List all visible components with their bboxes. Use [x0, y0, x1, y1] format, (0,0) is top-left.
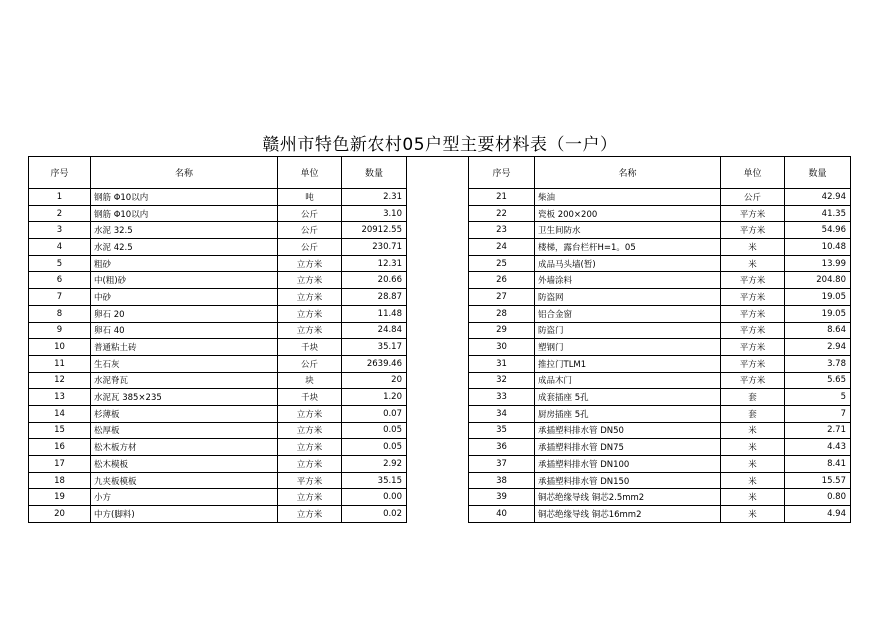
row-index: 35	[469, 422, 535, 439]
table-row	[29, 472, 407, 489]
quantity-cell: 5.65	[785, 372, 851, 389]
unit-cell: 平方米	[721, 222, 785, 239]
table-row	[29, 372, 407, 389]
row-index: 34	[469, 405, 535, 422]
material-name: 钢筋 Φ10以内	[91, 189, 278, 206]
row-index: 19	[29, 489, 91, 506]
unit-cell: 平方米	[721, 322, 785, 339]
table-row	[29, 305, 407, 322]
table-row	[469, 305, 851, 322]
quantity-cell: 28.87	[342, 289, 407, 306]
materials-sheet	[28, 156, 850, 522]
quantity-cell: 3.10	[342, 205, 407, 222]
table-row	[469, 289, 851, 306]
header-name: 名称	[535, 157, 721, 189]
material-name: 小方	[91, 489, 278, 506]
row-index: 29	[469, 322, 535, 339]
quantity-cell: 2639.46	[342, 355, 407, 372]
quantity-cell: 20	[342, 372, 407, 389]
right-table	[468, 156, 850, 522]
row-index: 21	[469, 189, 535, 206]
header-unit: 单位	[278, 157, 342, 189]
row-index: 38	[469, 472, 535, 489]
unit-cell: 平方米	[721, 339, 785, 356]
row-index: 23	[469, 222, 535, 239]
header-qty: 数量	[342, 157, 407, 189]
material-name: 成套插座 5孔	[535, 389, 721, 406]
unit-cell: 平方米	[721, 289, 785, 306]
quantity-cell: 0.02	[342, 506, 407, 523]
material-name: 成品马头墙(暂)	[535, 255, 721, 272]
table-row	[469, 422, 851, 439]
unit-cell: 立方米	[278, 439, 342, 456]
table-row	[469, 272, 851, 289]
material-name: 生石灰	[91, 355, 278, 372]
material-name: 承插塑料排水管 DN100	[535, 456, 721, 473]
table-row	[29, 322, 407, 339]
material-name: 成品木门	[535, 372, 721, 389]
table-row	[29, 456, 407, 473]
quantity-cell: 230.71	[342, 239, 407, 256]
row-index: 16	[29, 439, 91, 456]
row-index: 12	[29, 372, 91, 389]
table-row	[29, 389, 407, 406]
row-index: 32	[469, 372, 535, 389]
header-idx: 序号	[469, 157, 535, 189]
quantity-cell: 0.05	[342, 422, 407, 439]
quantity-cell: 54.96	[785, 222, 851, 239]
table-row	[29, 506, 407, 523]
quantity-cell: 42.94	[785, 189, 851, 206]
quantity-cell: 35.15	[342, 472, 407, 489]
row-index: 28	[469, 305, 535, 322]
material-name: 松木板方材	[91, 439, 278, 456]
material-name: 九夹板模板	[91, 472, 278, 489]
unit-cell: 立方米	[278, 489, 342, 506]
header-qty: 数量	[785, 157, 851, 189]
quantity-cell: 2.71	[785, 422, 851, 439]
unit-cell: 米	[721, 255, 785, 272]
unit-cell: 千块	[278, 339, 342, 356]
quantity-cell: 7	[785, 405, 851, 422]
table-row	[29, 355, 407, 372]
quantity-cell: 0.00	[342, 489, 407, 506]
table-row	[469, 255, 851, 272]
row-index: 6	[29, 272, 91, 289]
table-row	[469, 389, 851, 406]
material-name: 防盗门	[535, 322, 721, 339]
row-index: 26	[469, 272, 535, 289]
row-index: 18	[29, 472, 91, 489]
unit-cell: 公斤	[721, 189, 785, 206]
material-name: 铜芯绝缘导线 铜芯2.5mm2	[535, 489, 721, 506]
table-row	[469, 205, 851, 222]
table-row	[469, 506, 851, 523]
header-name: 名称	[91, 157, 278, 189]
table-row	[469, 355, 851, 372]
table-row	[469, 189, 851, 206]
quantity-cell: 20.66	[342, 272, 407, 289]
row-index: 1	[29, 189, 91, 206]
unit-cell: 立方米	[278, 322, 342, 339]
material-name: 普通粘土砖	[91, 339, 278, 356]
quantity-cell: 10.48	[785, 239, 851, 256]
material-name: 中方(脚料)	[91, 506, 278, 523]
quantity-cell: 5	[785, 389, 851, 406]
row-index: 40	[469, 506, 535, 523]
unit-cell: 吨	[278, 189, 342, 206]
material-name: 杉薄板	[91, 405, 278, 422]
material-name: 楼梯，露台栏杆H=1。05	[535, 239, 721, 256]
row-index: 39	[469, 489, 535, 506]
unit-cell: 公斤	[278, 239, 342, 256]
row-index: 27	[469, 289, 535, 306]
unit-cell: 米	[721, 456, 785, 473]
unit-cell: 公斤	[278, 355, 342, 372]
unit-cell: 平方米	[721, 205, 785, 222]
table-row	[469, 222, 851, 239]
row-index: 24	[469, 239, 535, 256]
quantity-cell: 41.35	[785, 205, 851, 222]
row-index: 3	[29, 222, 91, 239]
quantity-cell: 8.41	[785, 456, 851, 473]
table-row	[29, 222, 407, 239]
table-row	[29, 255, 407, 272]
unit-cell: 立方米	[278, 255, 342, 272]
row-index: 5	[29, 255, 91, 272]
table-row	[29, 405, 407, 422]
row-index: 33	[469, 389, 535, 406]
material-name: 中(粗)砂	[91, 272, 278, 289]
row-index: 13	[29, 389, 91, 406]
row-index: 20	[29, 506, 91, 523]
material-name: 塑钢门	[535, 339, 721, 356]
table-row	[29, 339, 407, 356]
quantity-cell: 19.05	[785, 289, 851, 306]
material-name: 松木模板	[91, 456, 278, 473]
unit-cell: 平方米	[721, 305, 785, 322]
table-row	[29, 272, 407, 289]
page-title: 赣州市特色新农村05户型主要材料表（一户）	[262, 135, 618, 155]
material-name: 推拉门TLM1	[535, 355, 721, 372]
unit-cell: 平方米	[278, 472, 342, 489]
row-index: 10	[29, 339, 91, 356]
unit-cell: 米	[721, 422, 785, 439]
material-name: 瓷板 200×200	[535, 205, 721, 222]
table-row	[469, 472, 851, 489]
row-index: 25	[469, 255, 535, 272]
quantity-cell: 13.99	[785, 255, 851, 272]
material-name: 钢筋 Φ10以内	[91, 205, 278, 222]
row-index: 7	[29, 289, 91, 306]
unit-cell: 立方米	[278, 272, 342, 289]
material-name: 厨房插座 5孔	[535, 405, 721, 422]
table-row	[29, 189, 407, 206]
quantity-cell: 4.43	[785, 439, 851, 456]
material-name: 卵石 40	[91, 322, 278, 339]
row-index: 17	[29, 456, 91, 473]
quantity-cell: 1.20	[342, 389, 407, 406]
unit-cell: 公斤	[278, 222, 342, 239]
table-row	[469, 456, 851, 473]
unit-cell: 米	[721, 472, 785, 489]
material-name: 柴油	[535, 189, 721, 206]
unit-cell: 套	[721, 389, 785, 406]
row-index: 22	[469, 205, 535, 222]
table-row	[469, 372, 851, 389]
material-name: 承插塑料排水管 DN50	[535, 422, 721, 439]
material-name: 粗砂	[91, 255, 278, 272]
row-index: 15	[29, 422, 91, 439]
quantity-cell: 3.78	[785, 355, 851, 372]
unit-cell: 米	[721, 439, 785, 456]
material-name: 承插塑料排水管 DN75	[535, 439, 721, 456]
quantity-cell: 8.64	[785, 322, 851, 339]
unit-cell: 立方米	[278, 305, 342, 322]
table-row	[29, 205, 407, 222]
unit-cell: 立方米	[278, 456, 342, 473]
row-index: 14	[29, 405, 91, 422]
table-row	[29, 422, 407, 439]
quantity-cell: 204.80	[785, 272, 851, 289]
table-row	[29, 289, 407, 306]
quantity-cell: 0.07	[342, 405, 407, 422]
table-row	[469, 439, 851, 456]
material-name: 水泥脊瓦	[91, 372, 278, 389]
unit-cell: 平方米	[721, 355, 785, 372]
table-row	[469, 322, 851, 339]
unit-cell: 千块	[278, 389, 342, 406]
header-idx: 序号	[29, 157, 91, 189]
row-index: 11	[29, 355, 91, 372]
left-table	[28, 156, 406, 522]
material-name: 水泥 42.5	[91, 239, 278, 256]
material-name: 外墙涂料	[535, 272, 721, 289]
unit-cell: 米	[721, 489, 785, 506]
unit-cell: 立方米	[278, 422, 342, 439]
table-row	[469, 489, 851, 506]
row-index: 4	[29, 239, 91, 256]
unit-cell: 立方米	[278, 289, 342, 306]
unit-cell: 块	[278, 372, 342, 389]
row-index: 9	[29, 322, 91, 339]
unit-cell: 米	[721, 239, 785, 256]
quantity-cell: 15.57	[785, 472, 851, 489]
material-name: 水泥瓦 385×235	[91, 389, 278, 406]
quantity-cell: 4.94	[785, 506, 851, 523]
table-row	[29, 439, 407, 456]
row-index: 30	[469, 339, 535, 356]
material-name: 中砂	[91, 289, 278, 306]
material-name: 松厚板	[91, 422, 278, 439]
quantity-cell: 2.31	[342, 189, 407, 206]
unit-cell: 立方米	[278, 405, 342, 422]
table-row	[469, 405, 851, 422]
material-name: 水泥 32.5	[91, 222, 278, 239]
unit-cell: 套	[721, 405, 785, 422]
quantity-cell: 19.05	[785, 305, 851, 322]
quantity-cell: 2.92	[342, 456, 407, 473]
table-header-row	[469, 157, 851, 189]
unit-cell: 公斤	[278, 205, 342, 222]
table-row	[29, 489, 407, 506]
quantity-cell: 0.80	[785, 489, 851, 506]
unit-cell: 平方米	[721, 272, 785, 289]
unit-cell: 立方米	[278, 506, 342, 523]
table-header-row	[29, 157, 407, 189]
material-name: 铜芯绝缘导线 铜芯16mm2	[535, 506, 721, 523]
header-unit: 单位	[721, 157, 785, 189]
quantity-cell: 2.94	[785, 339, 851, 356]
quantity-cell: 24.84	[342, 322, 407, 339]
row-index: 8	[29, 305, 91, 322]
unit-cell: 米	[721, 506, 785, 523]
quantity-cell: 35.17	[342, 339, 407, 356]
table-row	[469, 339, 851, 356]
row-index: 36	[469, 439, 535, 456]
material-name: 卵石 20	[91, 305, 278, 322]
unit-cell: 平方米	[721, 372, 785, 389]
quantity-cell: 20912.55	[342, 222, 407, 239]
row-index: 2	[29, 205, 91, 222]
material-name: 承插塑料排水管 DN150	[535, 472, 721, 489]
quantity-cell: 12.31	[342, 255, 407, 272]
row-index: 37	[469, 456, 535, 473]
material-name: 防盗网	[535, 289, 721, 306]
table-row	[29, 239, 407, 256]
row-index: 31	[469, 355, 535, 372]
quantity-cell: 11.48	[342, 305, 407, 322]
quantity-cell: 0.05	[342, 439, 407, 456]
material-name: 铝合金窗	[535, 305, 721, 322]
table-row	[469, 239, 851, 256]
material-name: 卫生间防水	[535, 222, 721, 239]
